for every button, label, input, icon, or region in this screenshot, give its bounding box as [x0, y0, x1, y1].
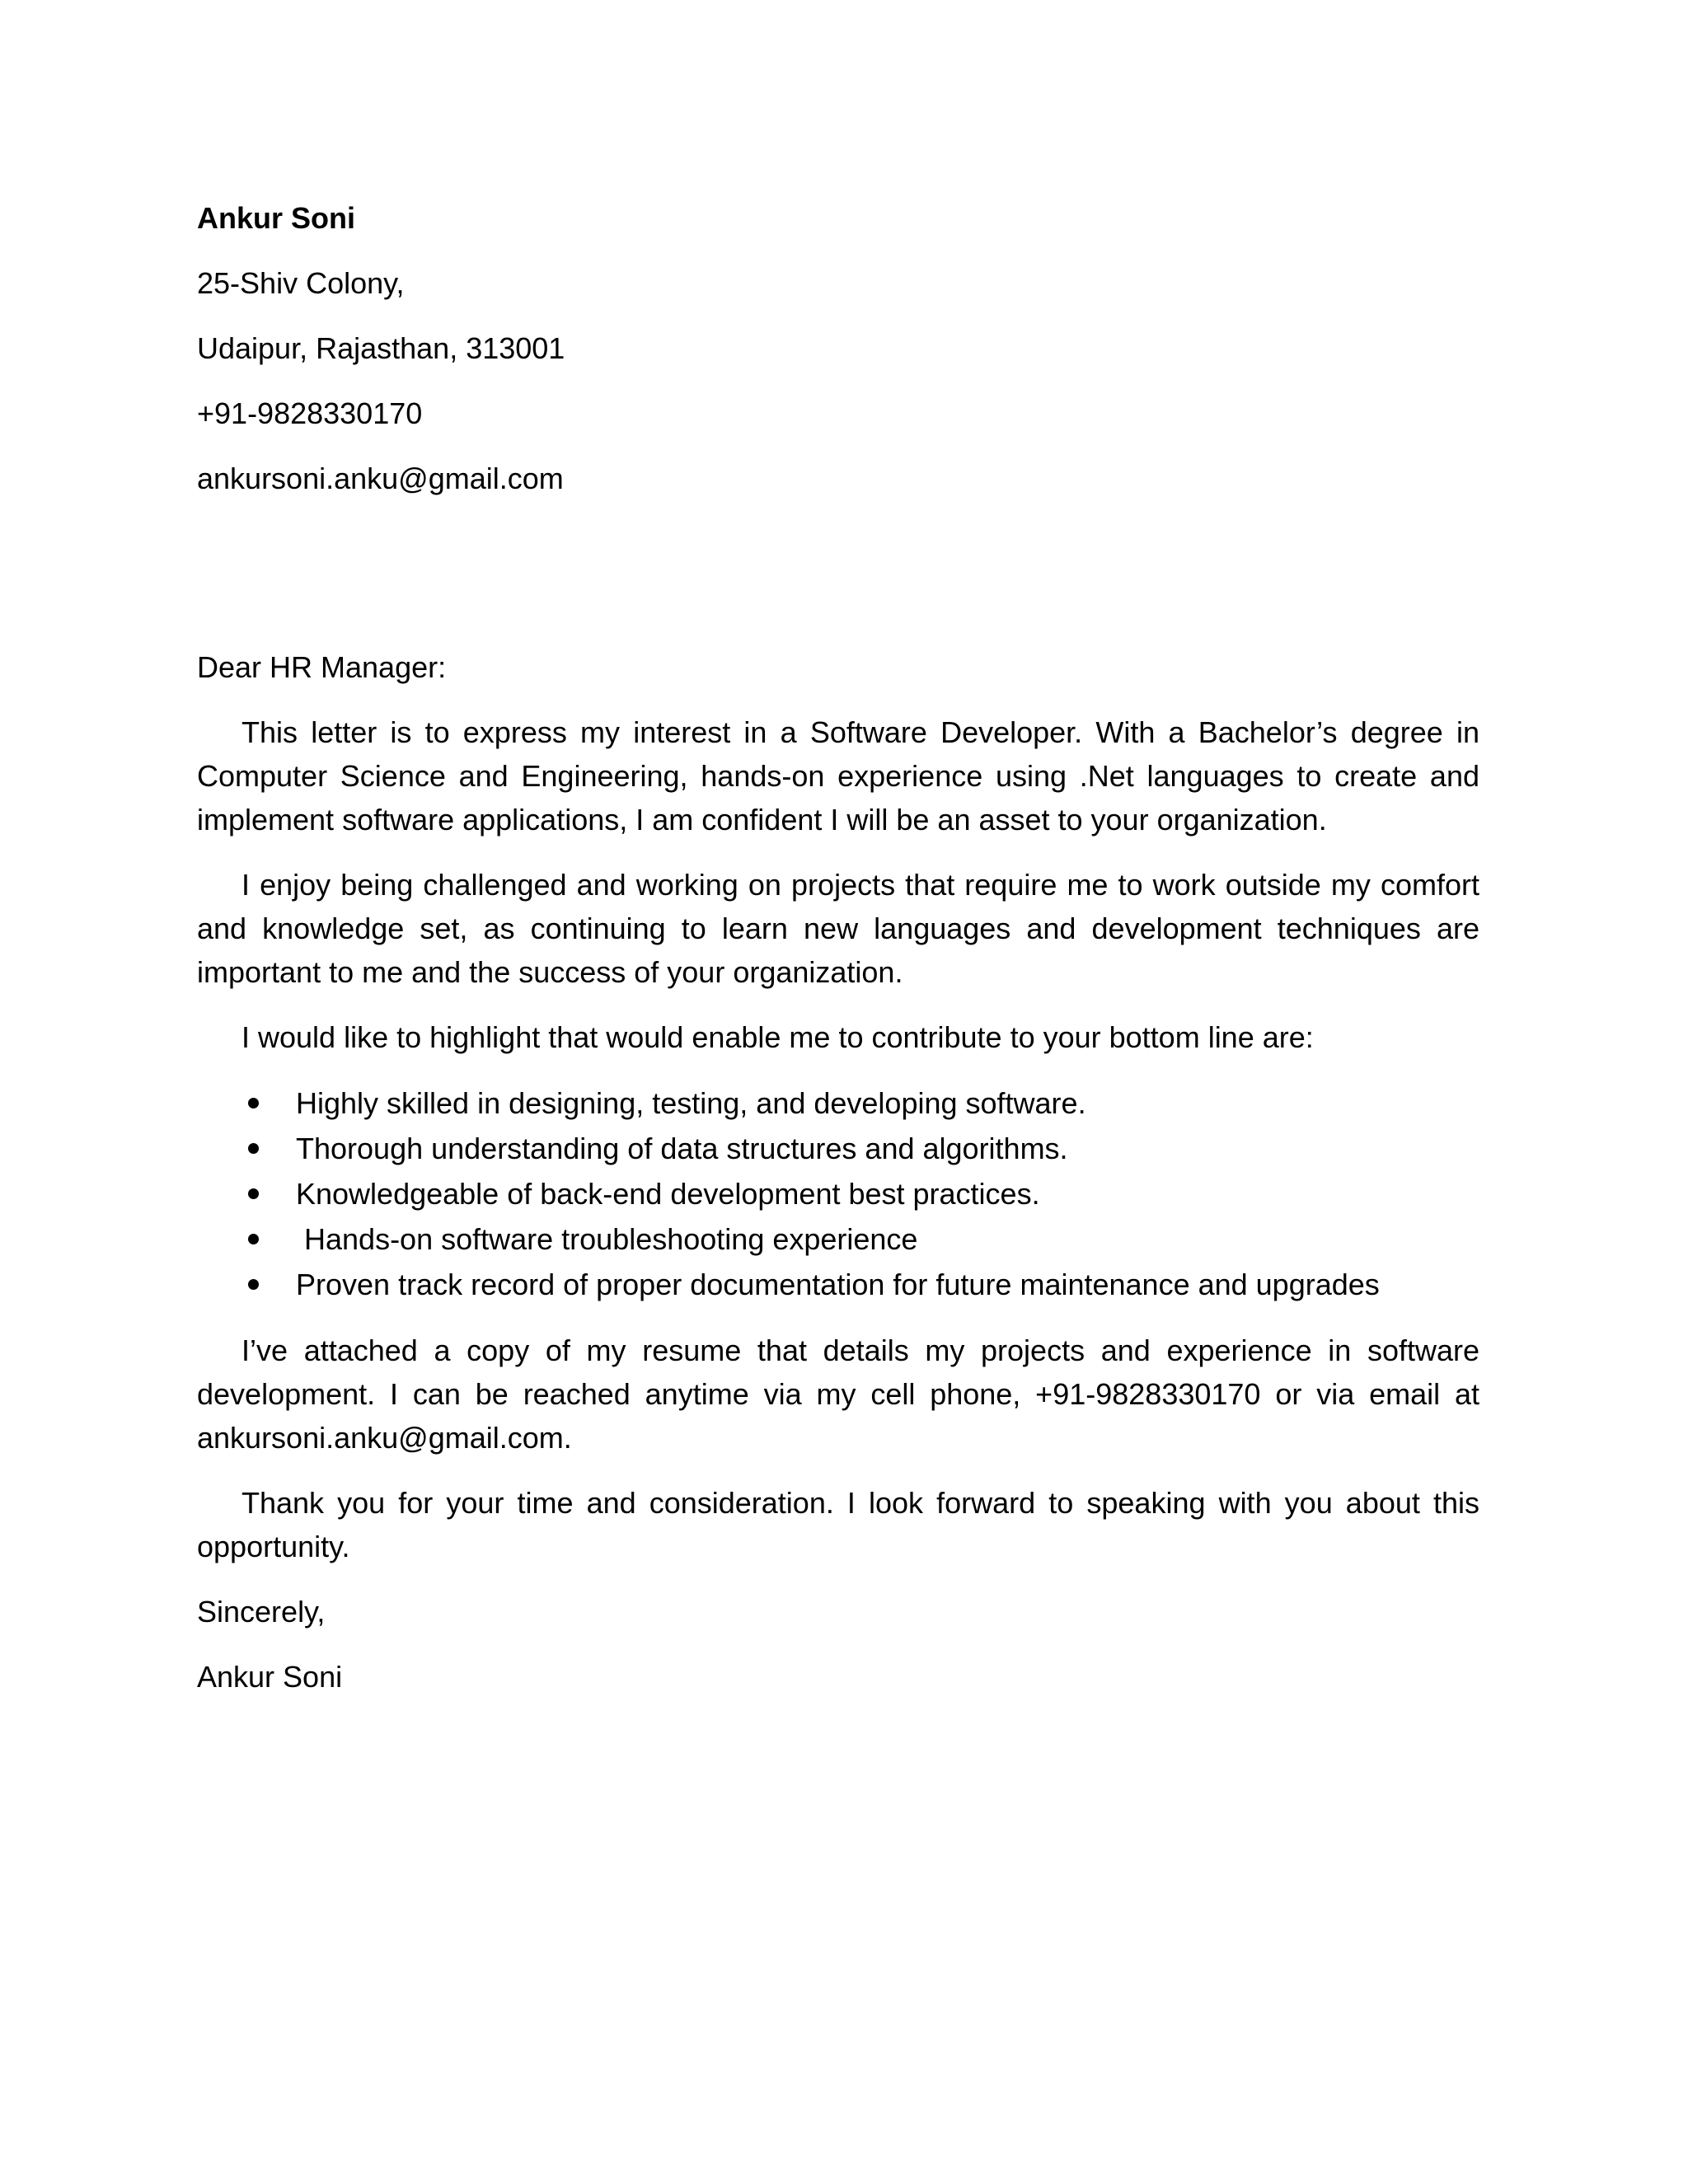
bullet-icon — [248, 1279, 259, 1290]
list-item-text: Thorough understanding of data structures and algorithms. — [296, 1132, 1068, 1165]
bullet-icon — [248, 1188, 259, 1199]
cover-letter — [197, 196, 1479, 1720]
sender-phone: +91-9828330170 — [197, 396, 423, 430]
list-item — [197, 1262, 1479, 1307]
list-item-text: Hands-on software troubleshooting experience — [296, 1222, 918, 1256]
list-item — [197, 1216, 1479, 1262]
signature: Ankur Soni — [197, 1660, 343, 1694]
skills-intro: I would like to highlight that would enable me to contribute to your bottom line are: — [241, 1020, 1314, 1054]
sender-email: ankursoni.anku@gmail.com — [197, 462, 564, 495]
bullet-icon — [248, 1143, 259, 1154]
bullet-icon — [248, 1098, 259, 1108]
paragraph-thanks: Thank you for your time and consideration. I look forward to speaking with you about this opportunity. — [197, 1486, 1479, 1563]
sender-address-line1: 25-Shiv Colony, — [197, 266, 405, 300]
skills-list — [197, 1080, 1479, 1307]
bullet-icon — [248, 1234, 259, 1244]
list-item-text: Highly skilled in designing, testing, and developing software. — [296, 1086, 1086, 1120]
paragraph-challenges: I enjoy being challenged and working on projects that require me to work outside my comfort and knowledge set, as continuing to learn new languages and development techniques are important to me and the success of your organization. — [197, 868, 1479, 989]
closing: Sincerely, — [197, 1595, 326, 1629]
list-item — [197, 1171, 1479, 1216]
list-item — [197, 1080, 1479, 1126]
list-item-text: Knowledgeable of back-end development best practices. — [296, 1177, 1040, 1211]
salutation: Dear HR Manager: — [197, 650, 447, 684]
paragraph-contact: I’ve attached a copy of my resume that details my projects and experience in software development. I can be reached anytime via my cell phone, +91-9828330170 or via email at ankursoni.anku@gmail.com. — [197, 1333, 1479, 1455]
paragraph-interest: This letter is to express my interest in a Software Developer. With a Bachelor’s degree in Computer Science and Engineering, hands-on experience using .Net languages to create and implement software applications, I am confident I will be an asset to your organization. — [197, 715, 1479, 837]
list-item — [197, 1126, 1479, 1171]
sender-address-line2: Udaipur, Rajasthan, 313001 — [197, 331, 565, 365]
sender-name: Ankur Soni — [197, 201, 356, 235]
list-item-text: Proven track record of proper documentation for future maintenance and upgrades — [296, 1268, 1380, 1301]
